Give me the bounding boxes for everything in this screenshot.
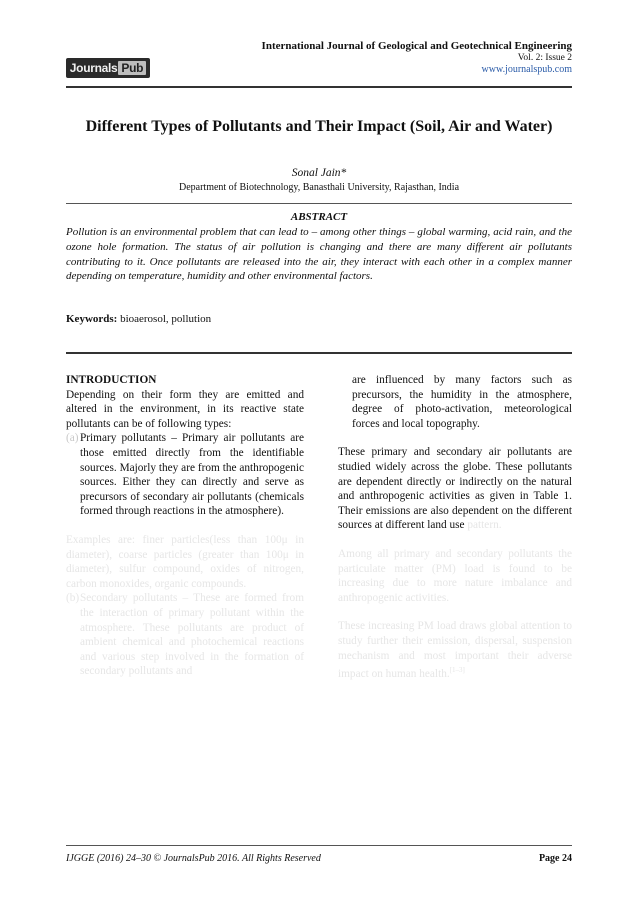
article-author: Sonal Jain* xyxy=(291,167,347,179)
keywords-value: bioaerosol, pollution xyxy=(120,313,212,325)
page-number: Page 24 xyxy=(538,853,572,864)
faded-paragraph-pm: Among all primary and secondary pollutants the particulate matter (PM) load is found to be increasing due to more nature imbalance and anthropogenic activities. xyxy=(338,547,572,604)
logo-text-pub: Pub xyxy=(118,61,146,75)
reference-marker: [1–3] xyxy=(449,666,465,675)
list-item-primary xyxy=(66,431,304,519)
abstract-bottom-rule xyxy=(66,352,572,354)
abstract-heading: ABSTRACT xyxy=(290,211,348,223)
journal-volume: Vol. 2: Issue 2 xyxy=(517,53,572,63)
continued-list-text: are influenced by many factors such as precursors, the humidity in the atmosphere, degree of photo-activation, meteorological forces and local topography. xyxy=(352,374,572,430)
intro-paragraph: Depending on their form they are emitted and altered in the environment, in its reactive state pollutants can be of following types: xyxy=(66,388,304,430)
logo-text-main: Journals xyxy=(69,61,118,75)
abstract-text: Pollution is an environmental problem that can lead to – among other things – global warming, acid rain, and the ozone hole formation. The status of air pollution is changing and there are many different air pollutants contributing to it. Once pollutants are released into the air, they interact with each other in a complex manner depending on temperature, humidity and other environmental factors. xyxy=(66,226,572,283)
keywords-label: Keywords: xyxy=(66,313,118,325)
article-title: Different Types of Pollutants and Their Impact (Soil, Air and Water) xyxy=(85,118,553,135)
footer-citation: IJGGE (2016) 24–30 © JournalsPub 2016. All Rights Reserved xyxy=(66,853,321,864)
right-column xyxy=(338,373,572,681)
keywords xyxy=(66,313,211,325)
paragraph-faded-text: pattern. xyxy=(467,519,502,532)
faded-paragraph-health xyxy=(338,619,572,681)
list-item-secondary xyxy=(66,591,304,679)
header-rule xyxy=(66,86,572,88)
left-column xyxy=(66,373,304,679)
article-affiliation: Department of Biotechnology, Banasthali University, Rajasthan, India xyxy=(178,182,460,193)
body-paragraph xyxy=(338,445,572,533)
journal-title: International Journal of Geological and Geotechnical Engineering xyxy=(261,40,572,52)
paragraph-text: These primary and secondary air pollutants are studied widely across the globe. These pollutants are dependent directly or indirectly on the natural and anthropogenic activities as given in Table 1. Their emissions are also dependent on the different sources at different land use xyxy=(338,446,572,532)
list-item-text: Primary pollutants – Primary air pollutants are those emitted directly from the identifiable sources. Majorly they are from the anthropogenic sources. Either they can directly and serve as precursors of secondary air pollutants (chemicals formed through reactions in the atmosphere). xyxy=(80,432,304,518)
section-heading-introduction: INTRODUCTION xyxy=(66,374,157,386)
footer-rule xyxy=(66,845,572,846)
journal-logo xyxy=(66,58,150,78)
faded-examples: Examples are: finer particles(less than 100μ in diameter), coarse particles (greater than 100μ in diameter), sulfur compound, oxides of nitrogen, carbon monoxides, organic compounds. xyxy=(66,533,304,590)
paragraph-text: These increasing PM load draws global attention to study further their emission, dispersal, suspension mechanism and most important their adverse impact on human health. xyxy=(338,620,572,680)
abstract-top-rule xyxy=(66,203,572,204)
journal-url[interactable]: www.journalspub.com xyxy=(481,64,572,75)
list-item-number: (a) xyxy=(66,432,79,445)
list-item-number: (b) xyxy=(66,592,80,605)
list-item-text: Secondary pollutants – These are formed from the interaction of primary pollutant within the atmosphere. These pollutants are product of ambient chemical and photochemical reactions and various step involved in the formation of secondary pollutants and xyxy=(80,592,304,678)
